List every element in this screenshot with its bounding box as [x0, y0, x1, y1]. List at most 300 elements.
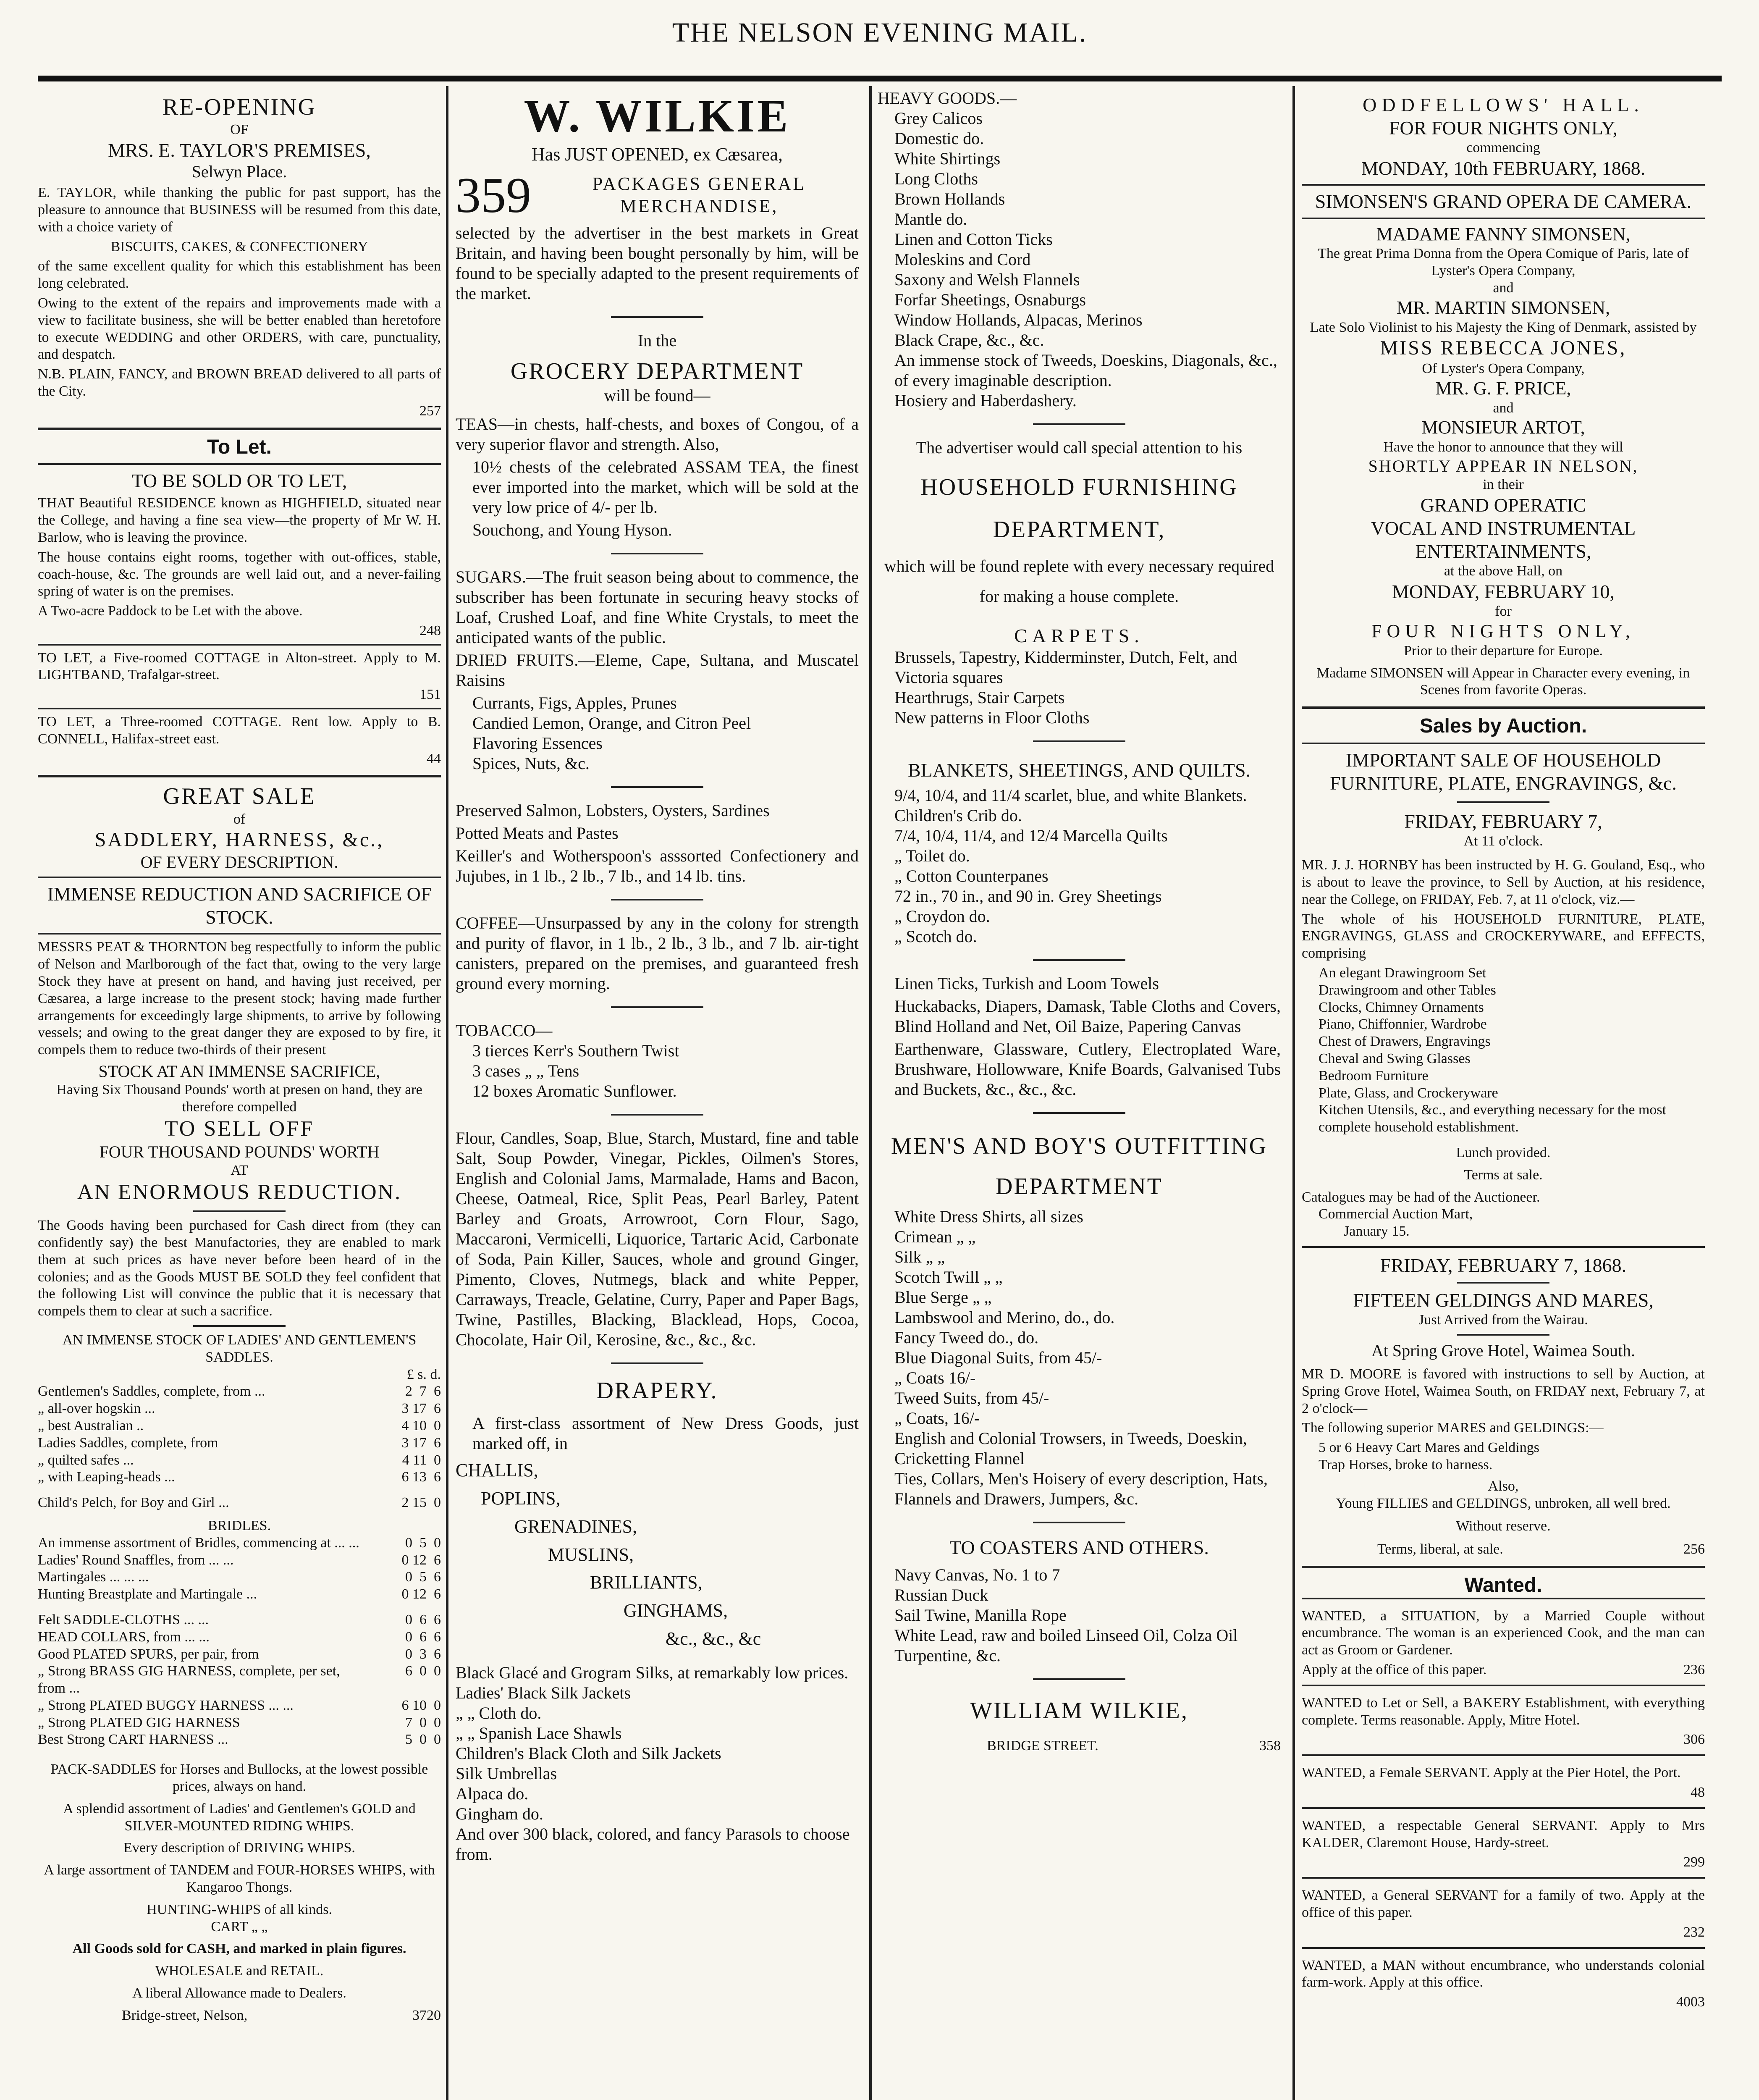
ad-text: MR. J. J. HORNBY has been instructed by H. G. Gouland, Esq., who is about to leave the province, to Sell by Auction, at his residence, near the College, on FRIDAY, Feb. 7, at 11 o'clock, viz.—: [1302, 857, 1705, 907]
list-item: Children's Black Cloth and Silk Jackets: [456, 1743, 721, 1763]
ad-number: 4003: [1676, 1994, 1705, 2010]
ad-text: COFFEE—Unsurpassed by any in the colony for strength and purity of flavor, in 1 lb., 2 lb., 3 lb., and 7 lb. air-tight canisters, prepared on the premises, and guaranteed fresh ground every morning.: [456, 913, 859, 993]
price-amount: 6 0 0: [405, 1663, 441, 1679]
price-row: [38, 1552, 441, 1569]
ad-heading: IMPORTANT SALE OF HOUSEHOLD FURNITURE, PLATE, ENGRAVINGS, &c.: [1330, 749, 1677, 794]
price-amount: 2 7 6: [405, 1383, 441, 1399]
divider: [38, 708, 441, 709]
auction-ads: [1302, 709, 1705, 1568]
ad-text: at the above Hall, on: [1444, 563, 1563, 579]
list-item: 12 boxes Aromatic Sunflower.: [472, 1081, 677, 1100]
ad-text: Late Solo Violinist to his Majesty the King of Denmark, assisted by: [1310, 319, 1697, 335]
ad-text: Prior to their departure for Europe.: [1404, 643, 1603, 659]
fabric-item: &c., &c., &c: [666, 1628, 761, 1649]
list-item: And over 300 black, colored, and fancy Parasols to choose from.: [456, 1824, 850, 1864]
carpets-list: [878, 647, 1281, 728]
list-item: Drawingroom and other Tables: [1319, 982, 1496, 998]
price-item: An immense assortment of Bridles, commencing at ... ...: [38, 1535, 359, 1551]
price-row: [38, 1697, 441, 1714]
list-item: 7/4, 10/4, 11/4, and 12/4 Marcella Quilts: [894, 826, 1168, 845]
wanted-ad: [1302, 1807, 1705, 1877]
department-heading: GROCERY DEPARTMENT: [510, 358, 804, 384]
list-item: Bedroom Furniture: [1319, 1068, 1429, 1084]
list-item: Lambswool and Merino, do., do.: [894, 1307, 1115, 1327]
price-item: HEAD COLLARS, from ... ...: [38, 1629, 210, 1645]
ad-text: for: [1495, 604, 1512, 620]
ad-text: OF: [230, 122, 249, 138]
price-row: [38, 1612, 441, 1629]
list-item: Hosiery and Haberdashery.: [894, 391, 1077, 410]
ad-text: Owing to the extent of the repairs and improvements made with a view to facilitate business, she will be better enabled than heretofore to execute WEDDING and other ORDERS, with care, punctuality, and despatch.: [38, 295, 441, 362]
price-amount: 0 12 6: [401, 1552, 441, 1568]
ad-subheading: BRIDLES.: [207, 1517, 271, 1533]
ad-text: January 15.: [1344, 1223, 1410, 1239]
divider: [1033, 740, 1125, 742]
ad-text: The Goods having been purchased for Cash direct from (they can confidently say) the best Manufactories, they are enabled to mark them at such prices as have never before been heard of in the colonies; and as the Goods MUST BE SOLD they feel confident that the following List will convince the public that it is necessary that compels them to clear at such a sacrifice.: [38, 1218, 441, 1319]
divider: [1457, 1282, 1549, 1284]
ad-heading: SADDLERY, HARNESS, &c.,: [94, 829, 384, 851]
wanted-ads: [1302, 1568, 1705, 2024]
price-amount: 0 6 6: [405, 1612, 441, 1628]
price-row: [38, 1400, 441, 1418]
divider: [1302, 1246, 1705, 1248]
furniture-list: [1302, 965, 1705, 1136]
preserved-list: [456, 801, 859, 886]
horses-list: [1302, 1439, 1705, 1474]
divider: [38, 644, 441, 646]
fabric-item: BRILLIANTS,: [590, 1572, 703, 1593]
list-item: „ Scotch do.: [894, 927, 977, 946]
ad-footer: [1302, 1854, 1705, 1871]
ad-footer: [1302, 1784, 1705, 1801]
ad-text: WANTED, a MAN without encumbrance, who understands colonial farm-work. Apply at this office.: [1302, 1957, 1705, 1990]
divider: [1033, 1112, 1125, 1114]
list-item: Children's Crib do.: [894, 806, 1022, 825]
column-4: [1302, 88, 1705, 2024]
ad-number: 256: [1683, 1541, 1705, 1557]
list-item: Chest of Drawers, Engravings: [1319, 1034, 1491, 1050]
divider: [1033, 1678, 1125, 1680]
list-item: Black Crape, &c., &c.: [894, 331, 1044, 349]
column-1: [38, 88, 441, 2032]
ad-heading: FOR FOUR NIGHTS ONLY,: [1389, 117, 1618, 139]
ad-heading: FRIDAY, FEBRUARY 7,: [1404, 811, 1602, 832]
ad-text: A splendid assortment of Ladies' and Gentlemen's GOLD and SILVER-MOUNTED RIDING WHIPS.: [63, 1801, 416, 1834]
price-amount: 0 3 6: [405, 1646, 441, 1662]
ad-text: Having Six Thousand Pounds' worth at presen on hand, they are therefore compelled: [56, 1082, 422, 1115]
price-amount: 0 6 6: [405, 1629, 441, 1645]
list-item: Preserved Salmon, Lobsters, Oysters, Sardines: [456, 801, 770, 820]
ad-heading: FIFTEEN GELDINGS AND MARES,: [1353, 1289, 1654, 1311]
divider: [611, 1114, 703, 1116]
list-item: White Shirtings: [894, 149, 1001, 168]
list-item: Potted Meats and Pastes: [456, 823, 619, 843]
ad-heading: SIMONSEN'S GRAND OPERA DE CAMERA.: [1315, 191, 1692, 213]
divider: [611, 1006, 703, 1008]
ad-text: and: [1493, 280, 1514, 296]
price-row: [38, 1629, 441, 1646]
ad-text: Without reserve.: [1456, 1518, 1551, 1534]
ad-text: Just Arrived from the Wairau.: [1418, 1312, 1588, 1328]
list-item: „ Toilet do.: [894, 846, 970, 866]
list-item: Tweed Suits, from 45/-: [894, 1388, 1049, 1407]
divider: [38, 463, 441, 465]
section-header: Sales by Auction.: [1419, 715, 1587, 738]
ad-heading: IMMENSE REDUCTION AND SACRIFICE OF STOCK.: [47, 883, 432, 928]
list-item: Blue Diagonal Suits, from 45/-: [894, 1348, 1102, 1367]
price-amount: 2 15 0: [401, 1495, 441, 1511]
signature: WILLIAM WILKIE,: [970, 1697, 1188, 1724]
price-amount: 3 17 6: [401, 1435, 441, 1451]
ad-text: which will be found replete with every necessary required for making a house complete.: [884, 556, 1274, 606]
list-item: Silk Umbrellas: [456, 1764, 557, 1783]
ad-text: WANTED to Let or Sell, a BAKERY Establishment, with everything complete. Terms reasonable. Apply, Mitre Hotel.: [1302, 1695, 1705, 1728]
department-heading: HOUSEHOLD FURNISHING DEPARTMENT,: [920, 474, 1238, 543]
ad-text: Madame SIMONSEN will Appear in Character every evening, in Scenes from favorite Operas.: [1316, 665, 1690, 698]
column-3: [878, 88, 1281, 1755]
fabric-item: POPLINS,: [481, 1488, 561, 1509]
column-rule: [1292, 86, 1295, 2100]
reopening-ad: [38, 88, 441, 430]
ad-text: THAT Beautiful RESIDENCE known as HIGHFIELD, situated near the College, and having a fine sea view—the property of Mr W. H. Barlow, who is leaving the province.: [38, 495, 441, 545]
price-item: Child's Pelch, for Boy and Girl ...: [38, 1495, 229, 1511]
list-item: Brown Hollands: [894, 189, 1005, 208]
list-item: Domestic do.: [894, 129, 984, 148]
ad-text: At Spring Grove Hotel, Waimea South.: [1371, 1341, 1636, 1360]
ad-subheading: CARPETS.: [1014, 625, 1144, 646]
ad-text: Lunch provided.: [1456, 1144, 1551, 1160]
ad-heading: FOUR NIGHTS ONLY,: [1371, 621, 1635, 642]
price-row: [38, 1663, 441, 1697]
ad-text: DRIED FRUITS.—Eleme, Cape, Sultana, and Muscatel Raisins: [456, 650, 859, 690]
ad-text: E. TAYLOR, while thanking the public for past support, has the pleasure to announce that BUSINESS will be resumed from this date, with a choice variety of: [38, 185, 441, 235]
ad-heading: FRIDAY, FEBRUARY 7, 1868.: [1380, 1254, 1627, 1276]
list-item: Blue Serge „ „: [894, 1287, 992, 1307]
list-item: Piano, Chiffonnier, Wardrobe: [1319, 1016, 1487, 1032]
ad-text: WANTED, a SITUATION, by a Married Couple without encumbrance. The woman is an experienced Cook, and the man can act as Groom or Gardener.: [1302, 1608, 1705, 1658]
wanted-ad: [1302, 1754, 1705, 1807]
column-2: [456, 88, 859, 1864]
saddles-price-list: [38, 1383, 441, 1486]
spacer: [456, 1650, 859, 1663]
ad-text: Has JUST OPENED, ex Cæsarea,: [531, 144, 783, 165]
price-row: [38, 1469, 441, 1486]
ad-text: and: [1493, 400, 1514, 416]
ad-text: A first-class assortment of New Dress Goods, just marked off, in: [472, 1414, 859, 1453]
list-item: „ Coats 16/-: [894, 1368, 976, 1387]
list-item: Sail Twine, Manilla Rope: [894, 1605, 1067, 1625]
ad-footer: [1302, 1994, 1705, 2011]
ad-text: Have the honor to announce that they will: [1383, 439, 1623, 455]
divider: [1457, 801, 1549, 803]
ad-text: OF EVERY DESCRIPTION.: [140, 853, 338, 872]
ad-text: MR D. MOORE is favored with instructions to sell by Auction, at Spring Grove Hotel, Waimea South, on FRIDAY next, February 7, at 2 o'clock—: [1302, 1366, 1705, 1416]
ad-number: 44: [427, 751, 441, 766]
opera-ad: [1302, 88, 1705, 709]
currency-header: £ s. d.: [406, 1366, 441, 1382]
list-item: Spices, Nuts, &c.: [472, 753, 590, 773]
list-item: Fancy Tweed do., do.: [894, 1328, 1039, 1347]
list-item: „ „ Cloth do.: [456, 1703, 542, 1722]
ad-text: HUNTING-WHIPS of all kinds.: [147, 1901, 332, 1917]
list-item: Alpaca do.: [456, 1784, 529, 1803]
ad-footer: [1302, 1731, 1705, 1748]
fabric-item: CHALLIS,: [456, 1460, 538, 1481]
ad-heading: TO BE SOLD OR TO LET,: [131, 470, 347, 492]
ad-heading: MONDAY, FEBRUARY 10,: [1392, 581, 1615, 603]
ad-heading: MADAME FANNY SIMONSEN,: [1376, 223, 1631, 244]
ad-text: Of Lyster's Opera Company,: [1422, 360, 1585, 376]
ad-text: Souchong, and Young Hyson.: [472, 520, 672, 539]
ad-text: PACK-SADDLES for Horses and Bullocks, at the lowest possible prices, always on hand.: [50, 1761, 428, 1795]
list-item: Gingham do.: [456, 1804, 543, 1823]
price-amount: 7 0 0: [405, 1714, 441, 1730]
price-item: Ladies Saddles, complete, from: [38, 1435, 218, 1451]
ad-text: Catalogues may be had of the Auctioneer.: [1302, 1189, 1540, 1205]
ad-address: Bridge-street, Nelson,: [122, 2007, 248, 2023]
ad-number: 232: [1683, 1924, 1705, 1940]
list-item: Keiller's and Wotherspoon's asssorted Confectionery and Jujubes, in 1 lb., 2 lb., 7 lb., and 14 lb. tins.: [456, 846, 859, 885]
ad-subheading: BLANKETS, SHEETINGS, AND QUILTS.: [907, 759, 1251, 781]
divider: [611, 786, 703, 788]
wilkie-title: W. WILKIE: [524, 90, 791, 142]
ad-text: Terms, liberal, at sale.: [1377, 1541, 1503, 1557]
price-amount: 0 5 6: [405, 1569, 441, 1585]
ad-text: WHOLESALE and RETAIL.: [155, 1963, 324, 1979]
harness-price-list: [38, 1612, 441, 1748]
divider: [1033, 1522, 1125, 1523]
ad-title: RE-OPENING: [163, 94, 316, 120]
ad-heading: SHORTLY APPEAR IN NELSON,: [1368, 456, 1638, 475]
ad-heading: VOCAL AND INSTRUMENTAL: [1371, 517, 1636, 539]
ad-text: TO LET, a Five-roomed COTTAGE in Alton-street. Apply to M. LIGHTBAND, Trafalgar-street.: [38, 650, 441, 683]
ad-text: At 11 o'clock.: [1463, 833, 1543, 849]
price-item: „ with Leaping-heads ...: [38, 1469, 175, 1485]
ad-footer: [1302, 1662, 1705, 1679]
price-row: [38, 1714, 441, 1732]
divider: [193, 1210, 286, 1212]
price-row: [38, 1535, 441, 1552]
section-header: To Let.: [207, 436, 272, 458]
black-goods-list: [456, 1663, 859, 1864]
ad-text: TOBACCO—: [456, 1021, 553, 1040]
ad-number: 3720: [412, 2007, 441, 2023]
list-item: Flavoring Essences: [472, 733, 603, 753]
divider: [611, 899, 703, 900]
list-item: Trap Horses, broke to harness.: [1319, 1457, 1493, 1473]
list-item: Russian Duck: [894, 1585, 988, 1604]
great-sale-ad: [38, 777, 441, 2032]
price-row: [38, 1418, 441, 1435]
price-amount: 0 12 6: [401, 1586, 441, 1602]
price-row: [38, 1586, 441, 1603]
list-item: Window Hollands, Alpacas, Merinos: [894, 310, 1143, 329]
price-row: [38, 1569, 441, 1586]
price-row: [38, 1731, 441, 1748]
ad-text: Flour, Candles, Soap, Blue, Starch, Mustard, fine and table Salt, Soup Powder, Vinegar, Pickles, Oilmen's Stores, English and Colonial Jams, Marmalade, Hams and Bacon, Cheese, Oatmeal, Rice, Split Peas, Pearl Barley, Patent Barley and Groats, Arrowroot, Corn Flour, Sago, Maccaroni, Vermicelli, Liquorice, Tartaric Acid, Carbonate of Soda, Pain Killer, Sauces, whole and ground Ginger, Pimento, Cloves, Nutmegs, black and white Pepper, Carraways, Treacle, Gelatine, Curry, Paper and Paper Bags, Twine, Pastilles, Blacking, Blacklead, Hops, Cocoa, Chocolate, Hair Oil, Kerosine, &c., &c., &c.: [456, 1128, 859, 1349]
price-row: [38, 1494, 441, 1512]
list-item: An immense stock of Tweeds, Doeskins, Diagonals, &c., of every imaginable description.: [894, 351, 1277, 390]
ad-text: The house contains eight rooms, together with out-offices, stable, coach-house, &c. The grounds are well laid out, and a never-failing spring of water is on the premises.: [38, 549, 441, 599]
ad-heading: MONDAY, 10th FEBRUARY, 1868.: [1361, 158, 1646, 179]
list-item: Linen Ticks, Turkish and Loom Towels: [894, 974, 1159, 993]
price-amount: 4 10 0: [401, 1418, 441, 1433]
ad-text: Commercial Auction Mart,: [1319, 1206, 1473, 1222]
department-heading: DRAPERY.: [596, 1377, 718, 1404]
price-item: Gentlemen's Saddles, complete, from ...: [38, 1383, 265, 1399]
list-item: Moleskins and Cord: [894, 250, 1031, 269]
ad-number: 236: [1683, 1662, 1705, 1678]
ad-text: WANTED, a General SERVANT for a family of two. Apply at the office of this paper.: [1302, 1887, 1705, 1921]
list-item: Scotch Twill „ „: [894, 1267, 1003, 1286]
column-rule: [446, 86, 448, 2100]
list-item: Earthenware, Glassware, Cutlery, Electroplated Ware, Brushware, Hollowware, Knife Boards, Galvanised Tubs and Buckets, &c., &c., &c.: [894, 1040, 1281, 1099]
list-item: Silk „ „: [894, 1247, 945, 1266]
ad-text: The great Prima Donna from the Opera Comique of Paris, late of Lyster's Opera Company,: [1318, 246, 1689, 279]
list-item: Hearthrugs, Stair Carpets: [894, 688, 1065, 707]
divider: [611, 1362, 703, 1364]
ad-heading: MR. MARTIN SIMONSEN,: [1396, 297, 1610, 318]
ad-text: STOCK AT AN IMMENSE SACRIFICE,: [98, 1062, 380, 1081]
blankets-list: [878, 785, 1281, 947]
divider: [1033, 959, 1125, 961]
price-item: Martingales ... ... ...: [38, 1569, 149, 1585]
price-item: Hunting Breastplate and Martingale ...: [38, 1586, 257, 1602]
list-item: 9/4, 10/4, and 11/4 scarlet, blue, and white Blankets.: [894, 786, 1247, 805]
list-item: Currants, Figs, Apples, Prunes: [472, 693, 677, 712]
ad-text: Also,: [1488, 1478, 1519, 1494]
ad-text: will be found—: [604, 386, 710, 405]
list-item: Navy Canvas, No. 1 to 7: [894, 1565, 1060, 1584]
list-item: Black Glacé and Grogram Silks, at remarkably low prices.: [456, 1663, 849, 1682]
ad-text: TO LET, a Three-roomed COTTAGE. Rent low. Apply to B. CONNELL, Halifax-street east.: [38, 714, 441, 747]
mens-outfitting-list: [878, 1207, 1281, 1509]
list-item: „ „ Spanish Lace Shawls: [456, 1723, 622, 1743]
list-item: An elegant Drawingroom Set: [1319, 965, 1486, 981]
ad-number: 299: [1683, 1854, 1705, 1870]
list-item: Long Cloths: [894, 169, 978, 188]
divider: [1302, 743, 1705, 744]
ad-text: WANTED, a Female SERVANT. Apply at the Pier Hotel, the Port.: [1302, 1765, 1681, 1781]
price-row: [38, 1435, 441, 1452]
ad-text: Apply at the office of this paper.: [1302, 1662, 1487, 1678]
ad-subheading: TO COASTERS AND OTHERS.: [949, 1536, 1209, 1558]
wanted-ad: [1302, 1685, 1705, 1754]
ad-text: 10½ chests of the celebrated ASSAM TEA, the finest ever imported into the market, which will be sold at the very low price of 4/- per lb.: [472, 457, 859, 517]
price-amount: 5 0 0: [405, 1732, 441, 1748]
ad-text: Every description of DRIVING WHIPS.: [123, 1840, 355, 1856]
divider: [1302, 218, 1705, 219]
list-item: Candied Lemon, Orange, and Citron Peel: [472, 713, 751, 732]
price-row: [38, 1383, 441, 1400]
list-item: English and Colonial Trowsers, in Tweeds, Doeskin, Cricketting Flannel: [894, 1428, 1247, 1468]
list-item: 72 in., 70 in., and 90 in. Grey Sheetings: [894, 887, 1162, 906]
ad-text: A liberal Allowance made to Dealers.: [132, 1985, 346, 2001]
wanted-ad: [1302, 1877, 1705, 1947]
ad-footer: [1302, 1924, 1705, 1941]
list-item: Plate, Glass, and Crockeryware: [1319, 1085, 1498, 1101]
ad-text: of the same excellent quality for which this establishment has been long celebrated.: [38, 258, 441, 291]
list-item: „ Coats, 16/-: [894, 1408, 980, 1428]
list-item: 5 or 6 Heavy Cart Mares and Geldings: [1319, 1440, 1539, 1456]
list-item: „ Croydon do.: [894, 907, 990, 926]
section-header: Wanted.: [1464, 1574, 1542, 1597]
ad-number: 151: [419, 687, 441, 703]
masthead: THE NELSON EVENING MAIL.: [672, 17, 1088, 48]
list-item: White Lead, raw and boiled Linseed Oil, Colza Oil: [894, 1625, 1238, 1645]
ad-text: AT: [231, 1162, 248, 1178]
tobacco-list: [456, 1041, 859, 1101]
price-item: „ Strong BRASS GIG HARNESS, complete, per set, from ...: [38, 1663, 340, 1696]
price-item: Good PLATED SPURS, per pair, from: [38, 1646, 259, 1662]
ad-text: MESSRS PEAT & THORNTON beg respectfully to inform the public of Nelson and Marlborough of the fact that, owing to the very large Stock they have at present on hand, and having just received, per Cæsarea, a large increase to the present stock; having made further arrangements for exceedingly large shipments, to arrive by following vessels; and owing to the great danger they are exposed to by fire, it compels them to reduce two-thirds of their present: [38, 939, 441, 1058]
price-amount: 0 5 0: [405, 1535, 441, 1551]
package-count: 359: [456, 167, 531, 223]
ad-text: N.B. PLAIN, FANCY, and BROWN BREAD delivered to all parts of the City.: [38, 366, 441, 399]
ad-heading: PACKAGES GENERAL MERCHANDISE,: [592, 173, 806, 216]
ad-title: GREAT SALE: [163, 783, 316, 810]
price-item: Ladies' Round Snaffles, from ... ...: [38, 1552, 234, 1568]
to-let-ads: [38, 430, 441, 778]
list-item: Brussels, Tapestry, Kidderminster, Dutch, Felt, and Victoria squares: [894, 647, 1237, 687]
masthead-rule: [38, 76, 1722, 81]
ad-text: The whole of his HOUSEHOLD FURNITURE, PLATE, ENGRAVINGS, GLASS and CROCKERYWARE, and EFFECTS, comprising: [1302, 911, 1705, 961]
fabric-item: GINGHAMS,: [624, 1600, 728, 1621]
department-heading: MEN'S AND BOY'S OUTFITTING DEPARTMENT: [891, 1133, 1268, 1200]
price-amount: 6 10 0: [401, 1697, 441, 1713]
ad-text: A large assortment of TANDEM and FOUR-HORSES WHIPS, with Kangaroo Thongs.: [44, 1862, 435, 1895]
ad-number: 248: [419, 622, 441, 638]
divider: [1302, 184, 1705, 186]
ad-heading: AN ENORMOUS REDUCTION.: [77, 1180, 402, 1204]
list-item: Ties, Collars, Men's Hoisery of every description, Hats, Flannels and Drawers, Jumpers, &c.: [894, 1469, 1268, 1508]
list-item: „ Cotton Counterpanes: [894, 866, 1049, 886]
divider: [1457, 1334, 1549, 1336]
list-item: 3 cases „ „ Tens: [472, 1061, 579, 1080]
list-item: Grey Calicos: [894, 109, 983, 128]
ad-number: 306: [1683, 1732, 1705, 1748]
list-item: Saxony and Welsh Flannels: [894, 270, 1080, 289]
wanted-list: [1302, 1598, 1705, 2017]
divider: [38, 933, 441, 934]
list-item: Clocks, Chimney Ornaments: [1319, 999, 1484, 1015]
price-item: „ all-over hogskin ...: [38, 1401, 155, 1417]
ad-heading: GRAND OPERATIC: [1420, 494, 1586, 516]
pelch-price-list: [38, 1494, 441, 1512]
ad-text: All Goods sold for CASH, and marked in plain figures.: [72, 1941, 406, 1957]
ad-address: BRIDGE STREET.: [987, 1738, 1098, 1754]
coasters-list: [878, 1565, 1281, 1666]
spacer: [38, 1748, 441, 1761]
price-item: „ best Australian ..: [38, 1418, 144, 1433]
price-row: [38, 1646, 441, 1663]
list-item: Forfar Sheetings, Osnaburgs: [894, 290, 1086, 309]
ad-heading: MR. G. F. PRICE,: [1435, 378, 1571, 399]
divider: [1033, 423, 1125, 425]
divider: [611, 553, 703, 554]
ad-text: Selwyn Place.: [191, 162, 287, 181]
ad-heading: MISS REBECCA JONES,: [1380, 337, 1627, 360]
ad-heading: TO SELL OFF: [164, 1116, 315, 1141]
fabric-item: MUSLINS,: [548, 1544, 634, 1565]
divider: [611, 316, 703, 318]
list-item: Crimean „ „: [894, 1227, 976, 1246]
price-row: [38, 1452, 441, 1469]
ad-text: CART „ „: [211, 1919, 268, 1935]
ad-text: HEAVY GOODS.—: [878, 89, 1017, 108]
price-item: „ quilted safes ...: [38, 1452, 134, 1468]
list-item: Ladies' Black Silk Jackets: [456, 1683, 631, 1702]
